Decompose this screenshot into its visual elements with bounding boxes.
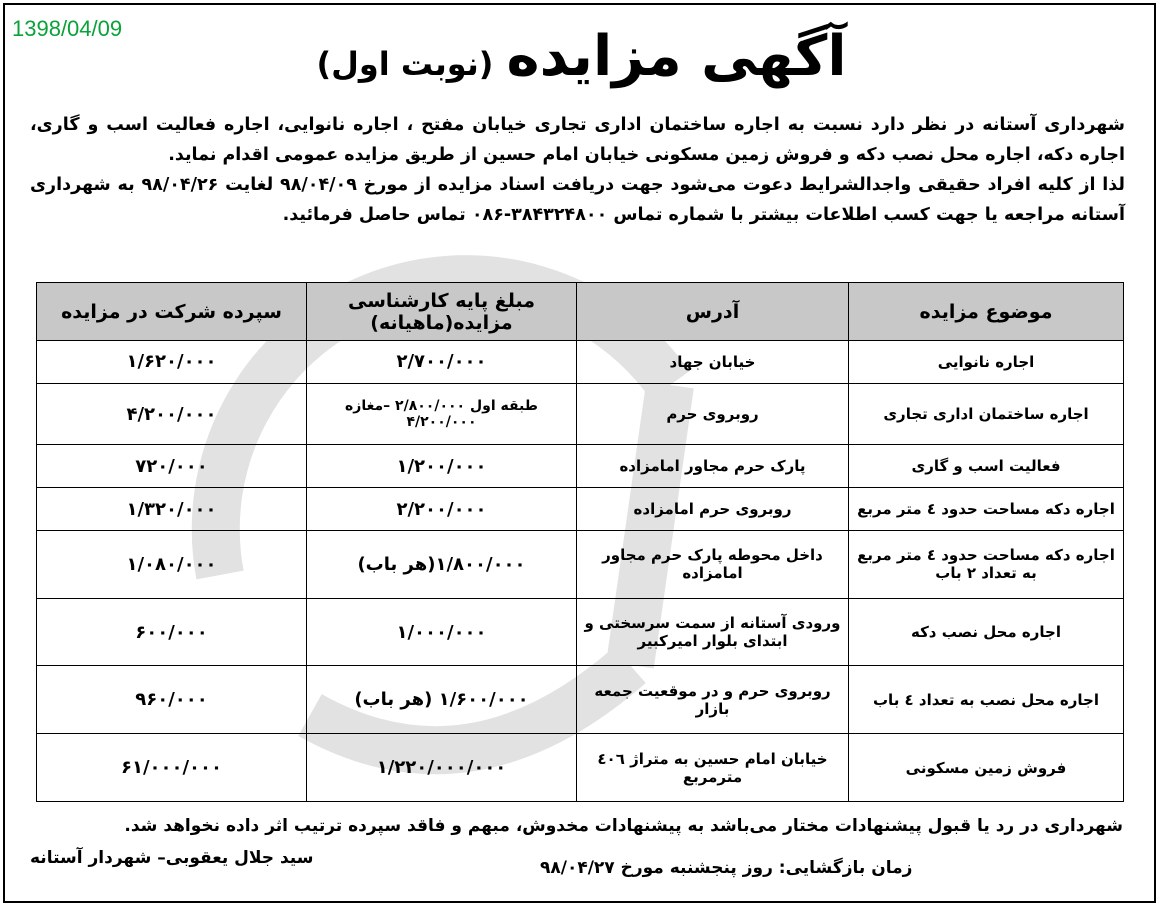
cell-deposit: ۱/۳۲۰/۰۰۰	[37, 488, 307, 531]
cell-address: داخل محوطه پارک حرم مجاور امامزاده	[577, 530, 849, 598]
cell-base-price: ۱/۰۰۰/۰۰۰	[307, 598, 577, 666]
cell-address: روبروی حرم امامزاده	[577, 488, 849, 531]
cell-subject: فروش زمین مسکونی	[849, 734, 1124, 802]
table-header-row	[37, 283, 1124, 341]
table-row	[37, 734, 1124, 802]
ad-title	[0, 24, 1163, 89]
date-stamp: 1398/04/09	[12, 16, 123, 41]
cell-address: خیابان امام حسین به متراژ ٤٠٦ مترمربع	[577, 734, 849, 802]
cell-deposit: ۶۱/۰۰۰/۰۰۰	[37, 734, 307, 802]
auction-table	[36, 282, 1124, 802]
cell-deposit: ۷۲۰/۰۰۰	[37, 445, 307, 488]
cell-base-price: ۱/۸۰۰/۰۰۰(هر باب)	[307, 530, 577, 598]
table-row	[37, 488, 1124, 531]
header-deposit: سپرده شرکت در مزایده	[37, 283, 307, 341]
title-round: (نوبت اول)	[316, 45, 494, 83]
table-row	[37, 383, 1124, 444]
cell-subject: اجاره نانوایی	[849, 341, 1124, 384]
cell-subject: اجاره ساختمان اداری تجاری	[849, 383, 1124, 444]
cell-address: ورودی آستانه از سمت سرسختی و ابتدای بلوار امیرکبیر	[577, 598, 849, 666]
cell-base-price: ۱/۲۲۰/۰۰۰/۰۰۰	[307, 734, 577, 802]
intro-text	[30, 110, 1125, 230]
cell-deposit: ۹۶۰/۰۰۰	[37, 666, 307, 734]
cell-base-price: ۲/۲۰۰/۰۰۰	[307, 488, 577, 531]
cell-base-price: ۱/۲۰۰/۰۰۰	[307, 445, 577, 488]
table-row	[37, 530, 1124, 598]
cell-subject: اجاره محل نصب به تعداد ٤ باب	[849, 666, 1124, 734]
intro-paragraph-2: لذا از کلیه افراد حقیقی واجدالشرایط دعوت می‌شود جهت دریافت اسناد مزایده از مورخ ۹۸/۰۴/۰۹ لغایت ۹۸/۰۴/۲۶ به شهرداری آستانه مراجعه یا جهت کسب اطلاعات بیشتر با شماره تماس ۳۸۴۳۲۴۸۰۰-۰۸۶ تماس حاصل فرمائید.	[30, 175, 1125, 225]
header-address: آدرس	[577, 283, 849, 341]
cell-base-price: ۱/۶۰۰/۰۰۰ (هر باب)	[307, 666, 577, 734]
header-subject: موضوع مزایده	[849, 283, 1124, 341]
cell-base-price: ۲/۷۰۰/۰۰۰	[307, 341, 577, 384]
cell-deposit: ۶۰۰/۰۰۰	[37, 598, 307, 666]
header-base-price: مبلغ پایه کارشناسی مزایده(ماهیانه)	[307, 283, 577, 341]
table-row	[37, 445, 1124, 488]
cell-subject: اجاره محل نصب دکه	[849, 598, 1124, 666]
cell-base-price: طبقه اول ۲/۸۰۰/۰۰۰ –مغازه ۴/۲۰۰/۰۰۰	[307, 383, 577, 444]
cell-deposit: ۱/۶۲۰/۰۰۰	[37, 341, 307, 384]
cell-subject: فعالیت اسب و گاری	[849, 445, 1124, 488]
cell-address: روبروی حرم و در موقعیت جمعه بازار	[577, 666, 849, 734]
cell-deposit: ۱/۰۸۰/۰۰۰	[37, 530, 307, 598]
cell-address: خیابان جهاد	[577, 341, 849, 384]
opening-time: زمان بازگشایی: روز پنجشنبه مورخ ۹۸/۰۴/۲۷	[540, 858, 913, 878]
table-row	[37, 666, 1124, 734]
cell-address: پارک حرم مجاور امامزاده	[577, 445, 849, 488]
title-main: آگهی مزایده	[506, 24, 847, 89]
table-row	[37, 341, 1124, 384]
terms-note: شهرداری در رد یا قبول پیشنهادات مختار می‌باشد به پیشنهادات مخدوش، مبهم و فاقد سپرده ترتیب اثر داده نخواهد شد.	[124, 816, 1123, 836]
cell-address: روبروی حرم	[577, 383, 849, 444]
table-row	[37, 598, 1124, 666]
cell-subject: اجاره دکه مساحت حدود ٤ متر مربع	[849, 488, 1124, 531]
cell-deposit: ۴/۲۰۰/۰۰۰	[37, 383, 307, 444]
intro-paragraph-1: شهرداری آستانه در نظر دارد نسبت به اجاره ساختمان اداری تجاری خیابان مفتح ، اجاره نانوایی، اجاره فعالیت اسب و گاری، اجاره دکه، اجاره محل نصب دکه و فروش زمین مسکونی خیابان امام حسین از طریق مزایده عمومی اقدام نماید.	[30, 115, 1125, 165]
cell-subject: اجاره دکه مساحت حدود ٤ متر مربع به تعداد ۲ باب	[849, 530, 1124, 598]
mayor-signature: سید جلال یعقوبی– شهردار آستانه	[30, 848, 314, 868]
